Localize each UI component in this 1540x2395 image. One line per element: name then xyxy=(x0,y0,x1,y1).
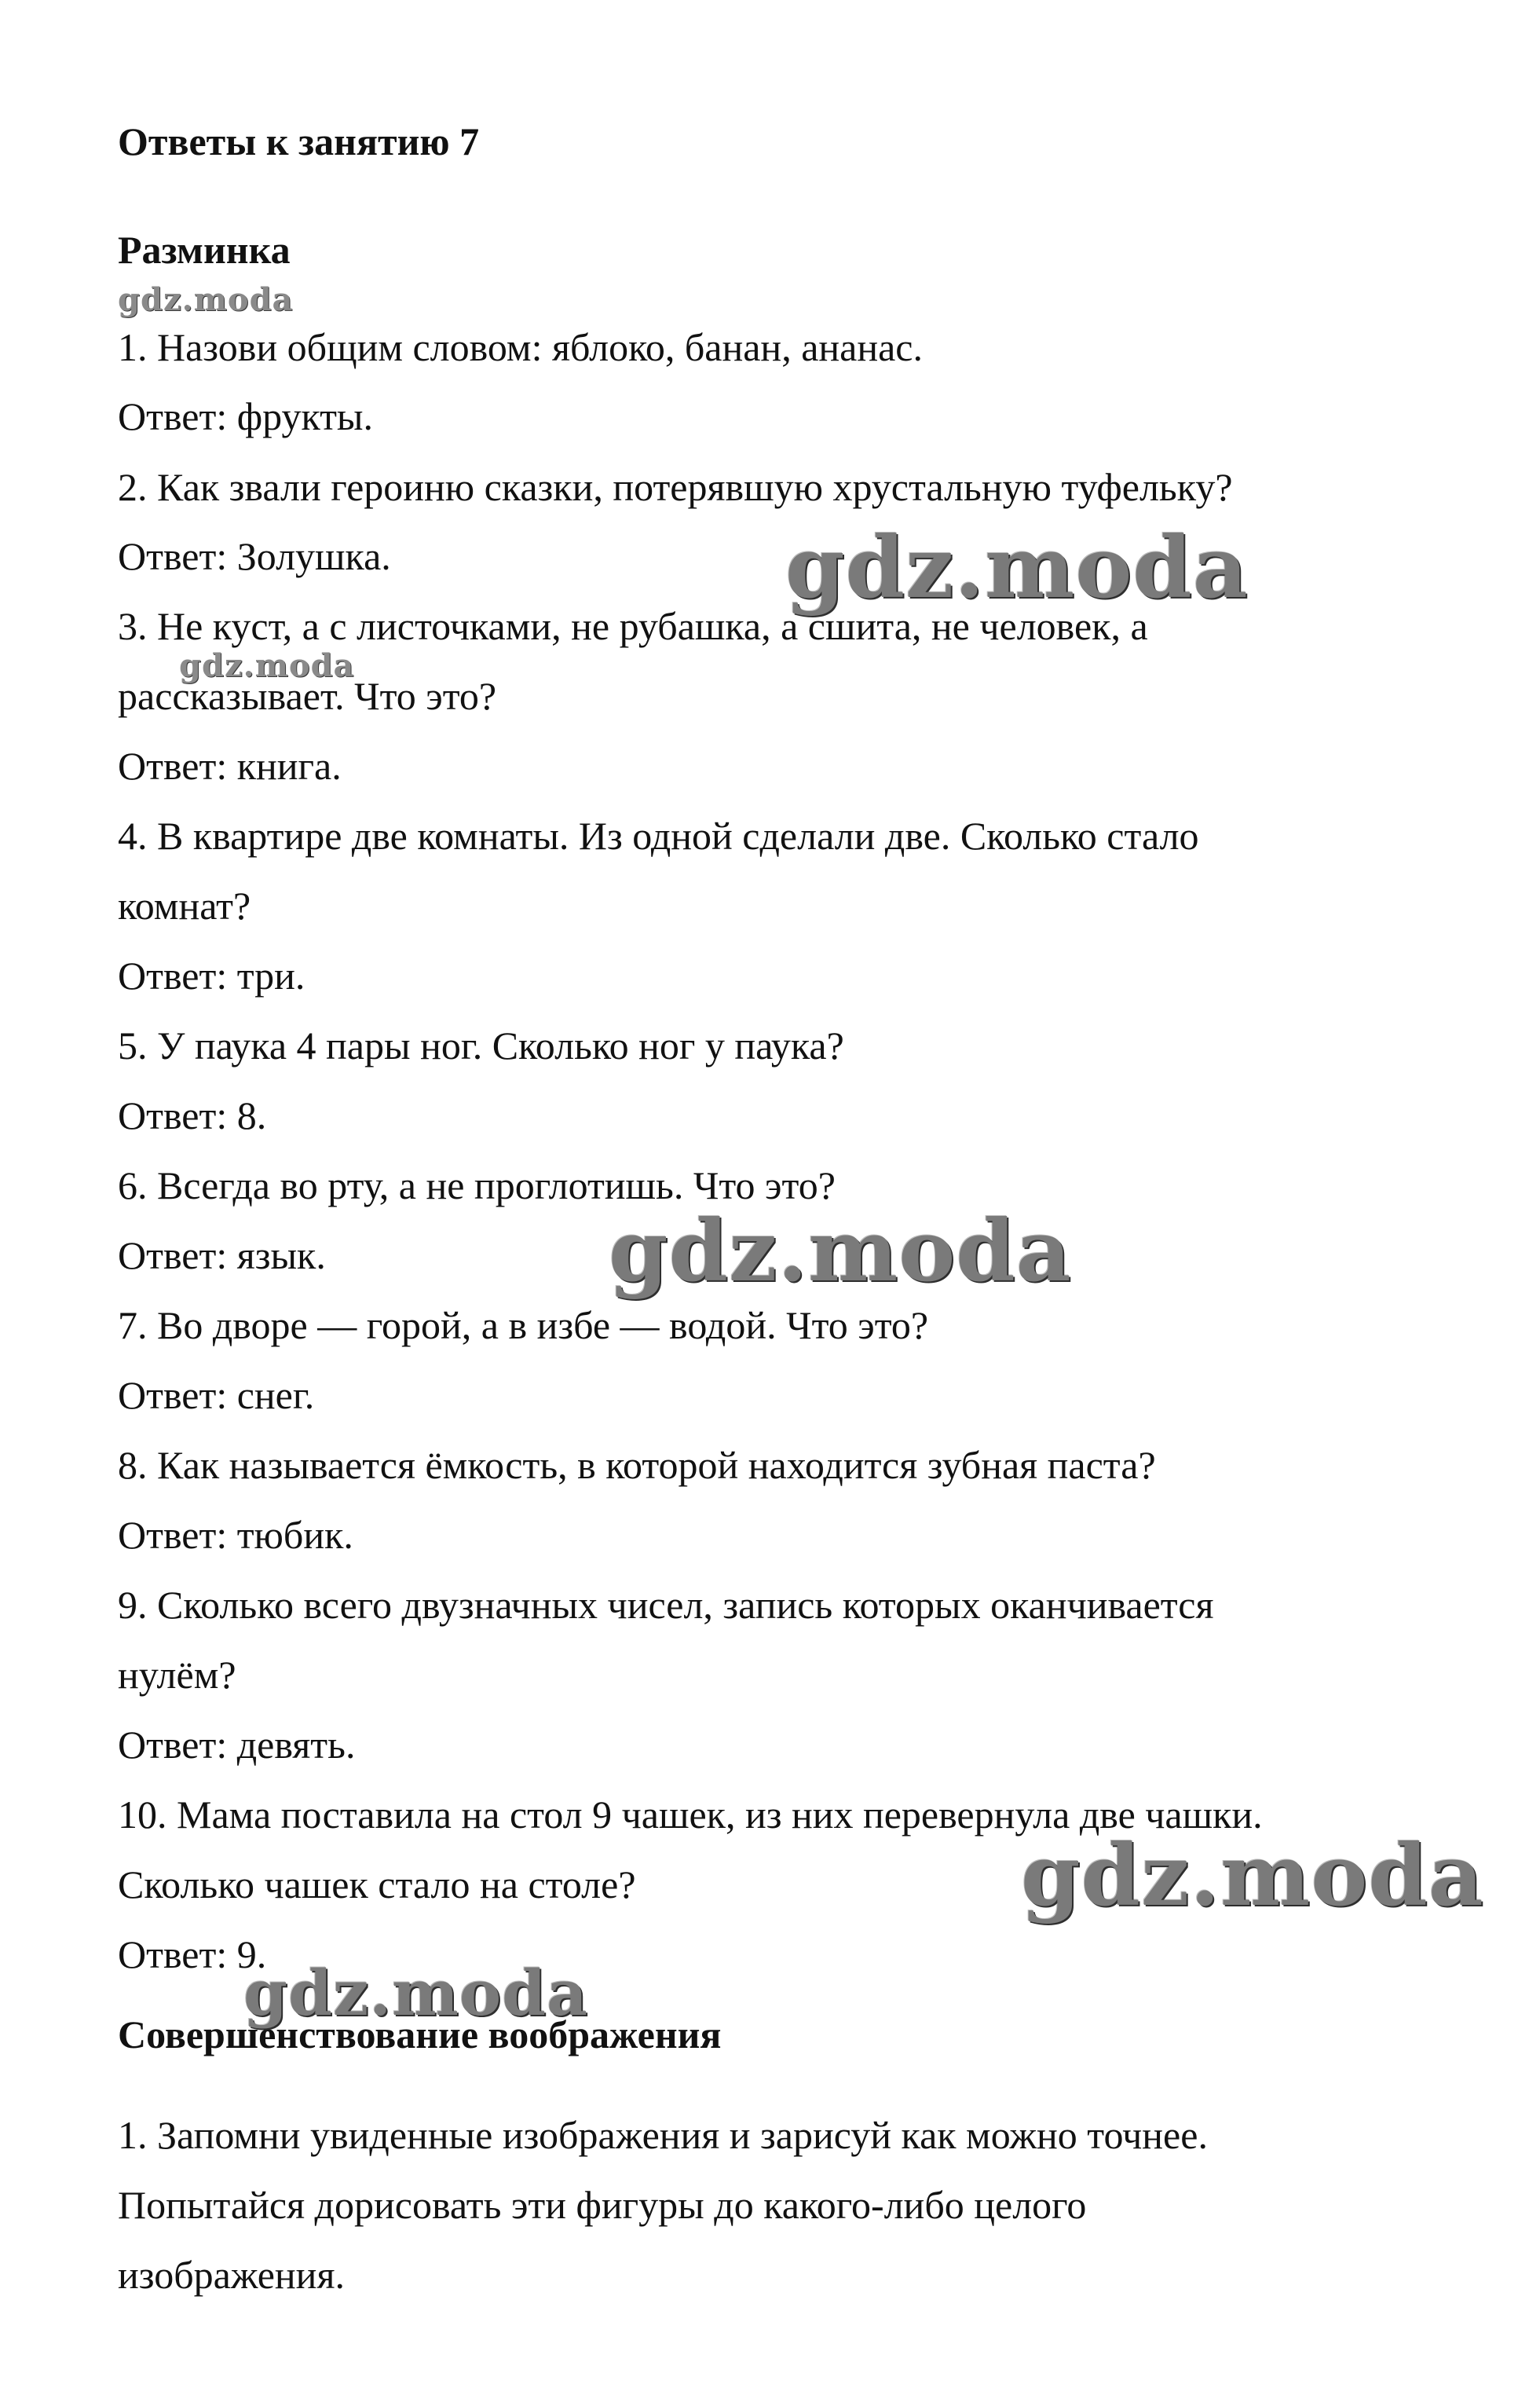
answer-8: Ответ: тюбик. xyxy=(118,1513,353,1557)
document-title: Ответы к занятию 7 xyxy=(118,119,480,163)
watermark: gdz.moda xyxy=(118,281,294,318)
question-4: 4. В квартире две комнаты. Из одной сделали две. Сколько стало xyxy=(118,814,1199,858)
task-1-cont: Попытайся дорисовать эти фигуры до какого-либо целого xyxy=(118,2183,1087,2227)
watermark: gdz.moda xyxy=(1021,1826,1484,1925)
question-3-cont: рассказывает. Что это? xyxy=(118,674,497,718)
answer-4: Ответ: три. xyxy=(118,954,305,998)
watermark: gdz.moda xyxy=(785,518,1249,617)
question-7: 7. Во дворе — горой, а в избе — водой. Что это? xyxy=(118,1303,929,1347)
answer-9: Ответ: девять. xyxy=(118,1723,356,1767)
answer-6: Ответ: язык. xyxy=(118,1233,326,1277)
answer-3: Ответ: книга. xyxy=(118,744,342,788)
question-10: 10. Мама поставила на стол 9 чашек, из них перевернула две чашки. xyxy=(118,1793,1263,1837)
section-heading-warmup: Разминка xyxy=(118,228,291,272)
answer-2: Ответ: Золушка. xyxy=(118,534,391,578)
question-9-cont: нулём? xyxy=(118,1653,236,1697)
question-3: 3. Не куст, а с листочками, не рубашка, а сшита, не человек, а xyxy=(118,604,1148,648)
answer-1: Ответ: фрукты. xyxy=(118,394,374,438)
question-2: 2. Как звали героиню сказки, потерявшую хрустальную туфельку? xyxy=(118,465,1233,509)
watermark: gdz.moda xyxy=(243,1956,588,2030)
question-1: 1. Назови общим словом: яблоко, банан, ананас. xyxy=(118,325,923,369)
question-10-cont: Сколько чашек стало на столе? xyxy=(118,1862,636,1906)
question-9: 9. Сколько всего двузначных чисел, запись которых оканчивается xyxy=(118,1583,1214,1627)
section-heading-imagination: Совершенствование воображения xyxy=(118,2012,722,2056)
task-1: 1. Запомни увиденные изображения и зарисуй как можно точнее. xyxy=(118,2113,1208,2157)
question-8: 8. Как называется ёмкость, в которой находится зубная паста? xyxy=(118,1443,1156,1487)
question-6: 6. Всегда во рту, а не проглотишь. Что это? xyxy=(118,1163,836,1207)
question-4-cont: комнат? xyxy=(118,884,251,928)
answer-10: Ответ: 9. xyxy=(118,1932,267,1976)
question-5: 5. У паука 4 пары ног. Сколько ног у паука? xyxy=(118,1024,844,1067)
task-1-cont-2: изображения. xyxy=(118,2253,345,2297)
answer-5: Ответ: 8. xyxy=(118,1093,267,1137)
answer-7: Ответ: снег. xyxy=(118,1373,315,1417)
watermark: gdz.moda xyxy=(179,647,355,684)
watermark: gdz.moda xyxy=(609,1202,1072,1301)
